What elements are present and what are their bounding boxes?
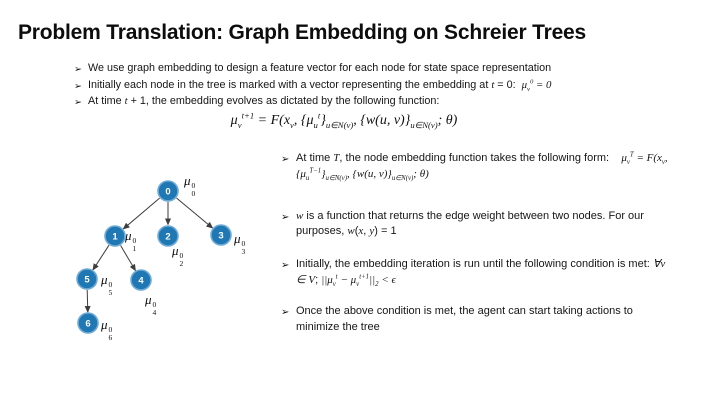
tree-edge-0-3 [177, 198, 213, 228]
tree-node-4-number: 4 [138, 275, 144, 287]
tree-node-5-number: 5 [84, 274, 90, 286]
embedding-update-formula: $\mu_v^{t+1} = F(x_v$, $\{\mu_u^t\}_{u\in N(v)}$, {w(u, $v)\}_{u\in N(v)}$; θ) [230, 110, 458, 130]
tree-label-mu2: μ 0 2 [172, 243, 184, 268]
tree-node-3-number: 3 [218, 230, 224, 242]
arrow-bullet-icon: ➢ [74, 97, 82, 109]
bullet-initial-marking [74, 78, 686, 95]
bullet-agent-actions [281, 304, 673, 336]
bullet-text: Once the above condition is met, the agent can start taking actions to minimize the tree [296, 304, 633, 333]
tree-label-mu4: μ 0 4 [145, 292, 157, 317]
bullet-text: w is a function that returns the edge weight between two nodes. For our purposes, w(x, y) = 1 [296, 209, 644, 238]
bullet-text: At time t + 1, the embedding evolves as dictated by the following function: [88, 95, 440, 108]
tree-label-mu1: μ 0 1 [125, 228, 137, 253]
tree-node-2-number: 2 [165, 231, 171, 243]
bullet-convergence-condition [281, 257, 673, 289]
schreier-tree-diagram [58, 163, 273, 359]
bullet-edge-weight-function [281, 209, 673, 241]
tree-label-mu5: μ 0 5 [101, 272, 113, 297]
bullet-text: Initially, the embedding iteration is run until the following condition is met: ∀v ∈ V; $||\mu_v^t - \mu_v^{t+1}||_2 < \epsilon$ [296, 258, 666, 289]
tree-node-0-number: 0 [165, 186, 171, 198]
arrow-bullet-icon: ➢ [74, 80, 82, 92]
bullet-text: Initially each node in the tree is marked with a vector representing the embedding at t = 0: $\mu_v^0 = 0$ [88, 78, 552, 93]
arrow-bullet-icon: ➢ [281, 211, 290, 223]
arrow-bullet-icon: ➢ [74, 64, 82, 75]
tree-node-6-number: 6 [85, 318, 91, 330]
right-bullet-list [281, 151, 673, 335]
tree-edge-0-1 [123, 198, 159, 229]
arrow-bullet-icon: ➢ [281, 306, 290, 318]
bullet-text: We use graph embedding to design a feature vector for each node for state space representation [88, 62, 552, 74]
tree-label-mu6: μ 0 6 [101, 317, 113, 342]
arrow-bullet-icon: ➢ [281, 154, 290, 165]
slide-title: Problem Translation: Graph Embedding on Schreier Trees [18, 21, 587, 44]
bullet-embedding-at-T [281, 151, 673, 183]
tree-edge-1-5 [93, 245, 109, 270]
bullet-evolution [74, 94, 686, 111]
tree-node-1-number: 1 [112, 231, 118, 243]
top-bullet-list [74, 61, 686, 111]
tree-edge-5-6 [87, 290, 88, 312]
schreier-tree-svg [58, 163, 273, 359]
tree-label-mu0: μ 0 0 [184, 173, 196, 198]
bullet-text: At time T, the node embedding function takes the following form: $\mu_v^T = F(x_v$, $\{\mu_u^{T-1}\}_{u\in N(v)}$, {w(u, $v)\}_{u\in N(v)}$; θ) [296, 151, 668, 182]
arrow-bullet-icon: ➢ [281, 260, 290, 272]
tree-label-mu3: μ 0 3 [234, 231, 246, 256]
bullet-graph-embedding [74, 61, 686, 78]
